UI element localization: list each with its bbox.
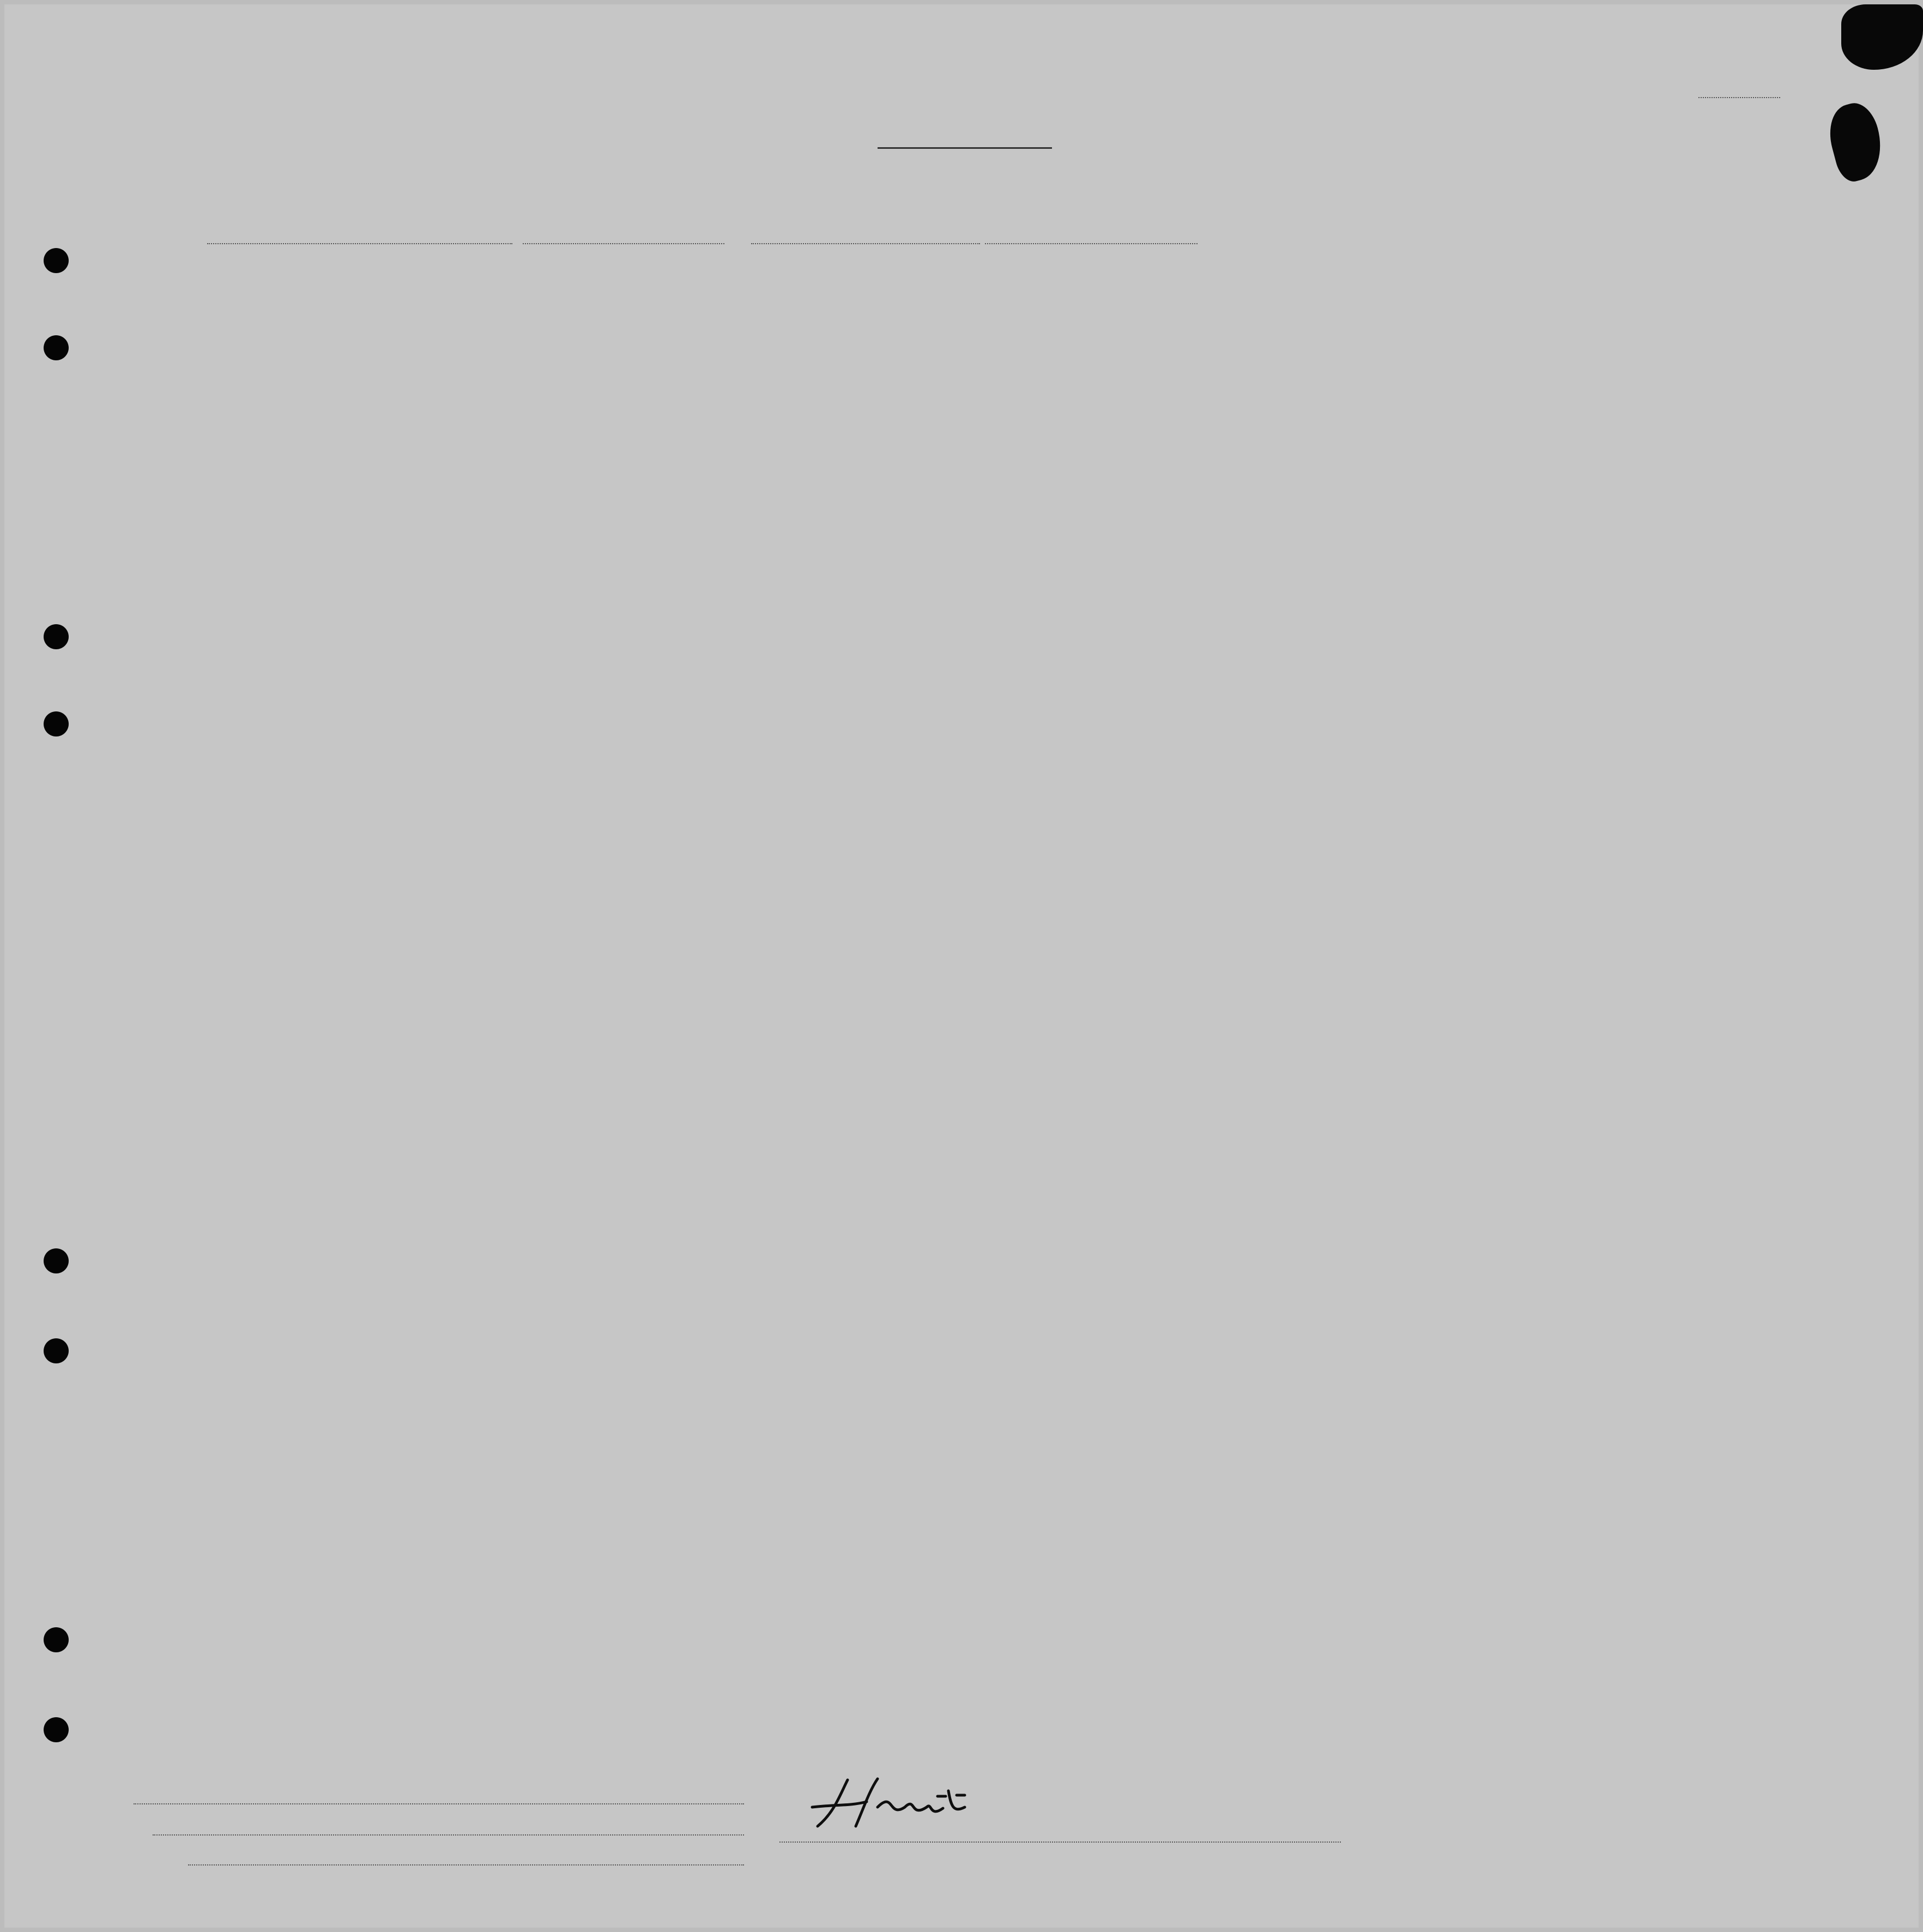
inspector-underline bbox=[779, 1842, 1341, 1843]
owners-underline bbox=[153, 1834, 744, 1836]
inspector-signature bbox=[801, 1774, 1030, 1834]
agents-underline bbox=[188, 1864, 744, 1865]
line-underline bbox=[134, 1803, 744, 1804]
